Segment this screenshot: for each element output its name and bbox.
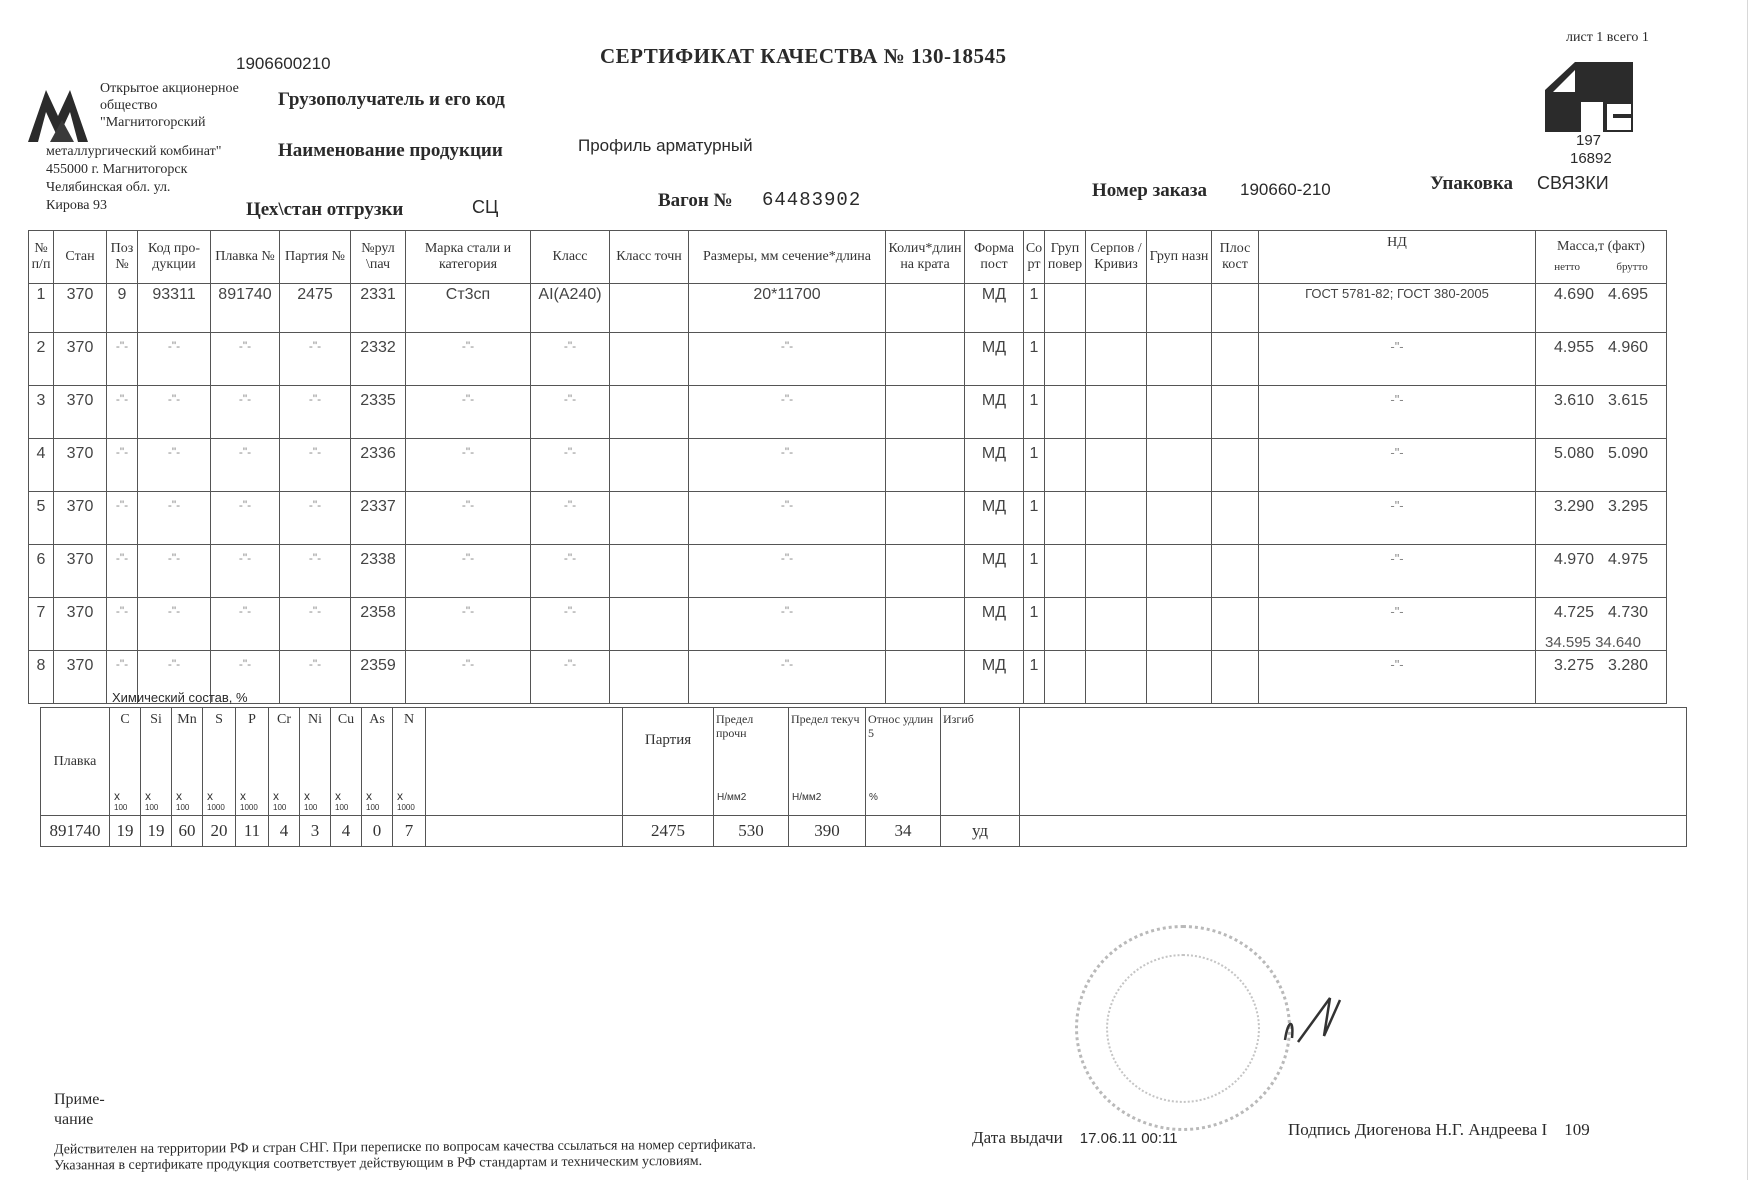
shop-value: СЦ (472, 197, 499, 217)
mass-header: Масса,т (факт) (1557, 239, 1645, 254)
cell-dimensions: -"- (689, 439, 886, 492)
cell-steel-grade: -"- (406, 386, 531, 439)
element-value-as: 0 (362, 816, 393, 847)
cell-flatness (1212, 492, 1259, 545)
cell-pos: 9 (107, 284, 138, 333)
cell-steel-grade: -"- (406, 333, 531, 386)
cell-supply-form: МД (965, 598, 1024, 651)
col-element-s: S x 1000 (203, 708, 236, 816)
mass-net: 3.275 (1553, 657, 1594, 674)
cell-mill: 370 (54, 284, 107, 333)
cell-qty-length (886, 651, 965, 704)
official-stamp (1075, 925, 1291, 1131)
table-row (29, 333, 1667, 386)
table-row (29, 492, 1667, 545)
col-element-p: P x 1000 (236, 708, 269, 816)
cell-supply-form: МД (965, 492, 1024, 545)
cell-mill: 370 (54, 651, 107, 704)
cell-heat: -"- (211, 545, 280, 598)
cell-purpose-group (1147, 545, 1212, 598)
table-row (29, 386, 1667, 439)
cell-purpose-group (1147, 439, 1212, 492)
cell-product-code: 93311 (138, 284, 211, 333)
cell-supply-form: МД (965, 651, 1024, 704)
cell-accuracy-class (610, 545, 689, 598)
total-gross: 34.640 (1595, 634, 1641, 651)
col-bend: Изгиб (941, 708, 1020, 816)
element-value-mn: 60 (172, 816, 203, 847)
cell-flatness (1212, 545, 1259, 598)
col-surface-group: Груп повер (1045, 231, 1086, 284)
cell-sickle (1086, 598, 1147, 651)
col-element-as: As x 100 (362, 708, 393, 816)
cell-surface-group (1045, 333, 1086, 386)
mech-yield-value: 390 (789, 816, 866, 847)
cell-qty-length (886, 598, 965, 651)
cell-dimensions: 20*11700 (689, 284, 886, 333)
cell-purpose-group (1147, 386, 1212, 439)
product-name-value: Профиль арматурный (578, 136, 753, 155)
cell-num: 3 (29, 386, 54, 439)
mc-house-logo-icon (1545, 62, 1633, 132)
cell-coil: 2359 (351, 651, 406, 704)
cell-qty-length (886, 439, 965, 492)
cell-sickle (1086, 651, 1147, 704)
col-element-ni: Ni x 100 (300, 708, 331, 816)
chem-spacer (426, 708, 623, 816)
col-purpose-group: Груп назн (1147, 231, 1212, 284)
chem-caption: Химический состав, % (112, 690, 248, 705)
cell-num: 7 (29, 598, 54, 651)
cell-sickle (1086, 386, 1147, 439)
mass-gross: 5.090 (1608, 445, 1649, 462)
cell-mass (1536, 439, 1667, 492)
cell-mill: 370 (54, 545, 107, 598)
table-row (29, 284, 1667, 333)
cell-coil: 2335 (351, 386, 406, 439)
col-element-mn: Mn x 100 (172, 708, 203, 816)
cell-purpose-group (1147, 598, 1212, 651)
cell-class: -"- (531, 598, 610, 651)
chem-heat-value: 891740 (41, 816, 110, 847)
cell-batch: -"- (280, 545, 351, 598)
cell-surface-group (1045, 284, 1086, 333)
table-row (29, 545, 1667, 598)
col-pos: Поз № (107, 231, 138, 284)
cell-dimensions: -"- (689, 492, 886, 545)
cell-accuracy-class (610, 492, 689, 545)
cell-batch: -"- (280, 492, 351, 545)
cell-class: -"- (531, 439, 610, 492)
cell-mill: 370 (54, 333, 107, 386)
cell-sort: 1 (1024, 284, 1045, 333)
cell-sickle (1086, 284, 1147, 333)
cell-batch: 2475 (280, 284, 351, 333)
cell-mass (1536, 284, 1667, 333)
mass-net: 4.970 (1553, 551, 1594, 568)
cell-pos: -"- (107, 333, 138, 386)
cell-mass (1536, 545, 1667, 598)
cell-qty-length (886, 492, 965, 545)
packing-label: Упаковка (1430, 173, 1513, 194)
cell-qty-length (886, 333, 965, 386)
cell-purpose-group (1147, 492, 1212, 545)
element-value-ni: 3 (300, 816, 331, 847)
cell-product-code: -"- (138, 386, 211, 439)
cell-steel-grade: Ст3сп (406, 284, 531, 333)
cell-num: 1 (29, 284, 54, 333)
cell-supply-form: МД (965, 284, 1024, 333)
cell-mill: 370 (54, 492, 107, 545)
cell-steel-grade: -"- (406, 545, 531, 598)
cell-class: -"- (531, 651, 610, 704)
col-class: Класс (531, 231, 610, 284)
table-header-row (29, 231, 1667, 284)
mass-gross: 3.615 (1608, 392, 1649, 409)
cell-nd: -"- (1259, 333, 1536, 386)
cell-sickle (1086, 333, 1147, 386)
col-tensile-strength: Предел прочн Н/мм2 (714, 708, 789, 816)
mass-gross-header: брутто (1616, 261, 1648, 273)
mass-gross: 3.295 (1608, 498, 1649, 515)
cell-class: AI(A240) (531, 284, 610, 333)
cell-nd: -"- (1259, 598, 1536, 651)
col-mass (1536, 231, 1667, 284)
cell-heat: -"- (211, 651, 280, 704)
col-flatness: Плос кост (1212, 231, 1259, 284)
col-accuracy-class: Класс точн (610, 231, 689, 284)
chem-value-row (41, 816, 1687, 847)
cell-dimensions: -"- (689, 386, 886, 439)
cell-coil: 2331 (351, 284, 406, 333)
cell-purpose-group (1147, 333, 1212, 386)
cell-sort: 1 (1024, 598, 1045, 651)
cell-surface-group (1045, 545, 1086, 598)
cell-class: -"- (531, 545, 610, 598)
validity-note: Действителен на территории РФ и стран СНГ. При переписке по вопросам качества ссылаться на номер сертификата. Указанная в сертификате продукция соответствует действующим в РФ стандартам и техническим условиям. (53, 1137, 756, 1174)
cell-qty-length (886, 284, 965, 333)
cell-sort: 1 (1024, 545, 1045, 598)
col-dimensions: Размеры, мм сечение*длина (689, 231, 886, 284)
mass-net: 4.690 (1553, 286, 1594, 303)
cell-product-code: -"- (138, 651, 211, 704)
cell-sort: 1 (1024, 492, 1045, 545)
col-heat-chem: Плавка (41, 708, 110, 816)
cell-batch: -"- (280, 651, 351, 704)
cell-heat: -"- (211, 439, 280, 492)
col-steel-grade: Марка стали и категория (406, 231, 531, 284)
cell-pos: -"- (107, 492, 138, 545)
cell-nd: ГОСТ 5781-82; ГОСТ 380-2005 (1259, 284, 1536, 333)
cell-qty-length (886, 386, 965, 439)
mass-net: 4.725 (1553, 604, 1594, 621)
logo-code-1: 197 (1576, 132, 1602, 149)
cell-supply-form: МД (965, 333, 1024, 386)
signature-mark-icon (1280, 990, 1360, 1050)
cell-flatness (1212, 333, 1259, 386)
cell-surface-group (1045, 386, 1086, 439)
wagon-value: 64483902 (762, 189, 862, 211)
note-label: Приме- чание (54, 1091, 105, 1128)
signature-line: Подпись Диогенова Н.Г. Андреева I 109 (1288, 1120, 1590, 1139)
cell-accuracy-class (610, 651, 689, 704)
cell-nd: -"- (1259, 492, 1536, 545)
cell-sickle (1086, 492, 1147, 545)
cell-coil: 2337 (351, 492, 406, 545)
shipment-table (28, 230, 1667, 704)
chem-empty-cell (1020, 816, 1687, 847)
element-value-cr: 4 (269, 816, 300, 847)
cell-heat: 891740 (211, 284, 280, 333)
cell-steel-grade: -"- (406, 439, 531, 492)
cell-dimensions: -"- (689, 545, 886, 598)
element-value-cu: 4 (331, 816, 362, 847)
cell-flatness (1212, 386, 1259, 439)
element-value-si: 19 (141, 816, 172, 847)
cell-sickle (1086, 439, 1147, 492)
col-element-cu: Cu x 100 (331, 708, 362, 816)
company-address-continued: металлургический комбинат" 455000 г. Магнитогорск Челябинская обл. ул. Кирова 93 (46, 144, 222, 213)
col-heat: Плавка № (211, 231, 280, 284)
cell-product-code: -"- (138, 545, 211, 598)
mass-gross: 4.975 (1608, 551, 1649, 568)
table-row (29, 439, 1667, 492)
element-value-c: 19 (110, 816, 141, 847)
cell-coil: 2332 (351, 333, 406, 386)
cell-flatness (1212, 284, 1259, 333)
cell-surface-group (1045, 651, 1086, 704)
cell-qty-length (886, 545, 965, 598)
cell-flatness (1212, 651, 1259, 704)
col-nd: НД (1259, 231, 1536, 284)
mass-net: 5.080 (1553, 445, 1594, 462)
document-code: 1906600210 (236, 54, 331, 73)
col-num: № п/п (29, 231, 54, 284)
cell-sort: 1 (1024, 651, 1045, 704)
cell-product-code: -"- (138, 492, 211, 545)
cell-num: 8 (29, 651, 54, 704)
cell-num: 2 (29, 333, 54, 386)
col-yield-strength: Предел текуч Н/мм2 (789, 708, 866, 816)
cell-dimensions: -"- (689, 333, 886, 386)
cell-mass (1536, 651, 1667, 704)
cell-product-code: -"- (138, 598, 211, 651)
mass-net: 3.610 (1553, 392, 1594, 409)
cell-nd: -"- (1259, 651, 1536, 704)
mass-total (1545, 634, 1641, 651)
sheet-count: лист 1 всего 1 (1566, 30, 1649, 45)
cell-heat: -"- (211, 598, 280, 651)
col-qty-length: Колич*длин на крата (886, 231, 965, 284)
mmk-logo-icon (28, 82, 98, 142)
cell-sort: 1 (1024, 386, 1045, 439)
shop-label: Цех\стан отгрузки (246, 199, 404, 220)
cell-pos: -"- (107, 545, 138, 598)
cell-purpose-group (1147, 651, 1212, 704)
cell-supply-form: МД (965, 439, 1024, 492)
cell-num: 5 (29, 492, 54, 545)
cell-accuracy-class (610, 439, 689, 492)
cell-dimensions: -"- (689, 651, 886, 704)
product-name-label: Наименование продукции (278, 140, 503, 161)
cell-accuracy-class (610, 386, 689, 439)
mass-gross: 4.695 (1608, 286, 1649, 303)
element-value-s: 20 (203, 816, 236, 847)
col-elongation: Относ удлин 5 % (866, 708, 941, 816)
cell-accuracy-class (610, 333, 689, 386)
chem-header-row (41, 708, 1687, 816)
cell-mill: 370 (54, 598, 107, 651)
cell-purpose-group (1147, 284, 1212, 333)
mass-net-header: нетто (1554, 261, 1580, 273)
certificate-title: СЕРТИФИКАТ КАЧЕСТВА № 130-18545 (600, 44, 1007, 68)
cell-mill: 370 (54, 386, 107, 439)
mass-net: 4.955 (1553, 339, 1594, 356)
mech-bend-value: уд (941, 816, 1020, 847)
cell-sort: 1 (1024, 333, 1045, 386)
col-element-cr: Cr x 100 (269, 708, 300, 816)
cell-class: -"- (531, 386, 610, 439)
col-element-c: C x 100 (110, 708, 141, 816)
mass-net: 3.290 (1553, 498, 1594, 515)
chemistry-mechanics-table (40, 707, 1687, 847)
cell-coil: 2358 (351, 598, 406, 651)
mech-elongation-value: 34 (866, 816, 941, 847)
cell-product-code: -"- (138, 439, 211, 492)
cell-steel-grade: -"- (406, 492, 531, 545)
mass-gross: 4.730 (1608, 604, 1649, 621)
cell-flatness (1212, 598, 1259, 651)
cell-heat: -"- (211, 333, 280, 386)
consignee-label: Грузополучатель и его код (278, 89, 505, 110)
cell-batch: -"- (280, 598, 351, 651)
cell-supply-form: МД (965, 386, 1024, 439)
logo-code-2: 16892 (1570, 150, 1612, 167)
cell-coil: 2336 (351, 439, 406, 492)
cell-batch: -"- (280, 333, 351, 386)
cell-pos: -"- (107, 439, 138, 492)
col-sickle: Серпов /Кривиз (1086, 231, 1147, 284)
cell-mass (1536, 492, 1667, 545)
cell-steel-grade: -"- (406, 598, 531, 651)
total-net: 34.595 (1545, 634, 1591, 651)
cell-pos: -"- (107, 651, 138, 704)
mass-gross: 4.960 (1608, 339, 1649, 356)
cell-nd: -"- (1259, 439, 1536, 492)
mech-strength-value: 530 (714, 816, 789, 847)
col-sort: Со рт (1024, 231, 1045, 284)
wagon-label: Вагон № (658, 190, 733, 211)
col-element-si: Si x 100 (141, 708, 172, 816)
cell-accuracy-class (610, 284, 689, 333)
company-address: Открытое акционерное общество "Магнитогорский (100, 81, 239, 130)
cell-coil: 2338 (351, 545, 406, 598)
col-coil: №рул \пач (351, 231, 406, 284)
order-value: 190660-210 (1240, 180, 1331, 199)
packing-value: СВЯЗКИ (1537, 173, 1609, 193)
chem-spacer-cell (426, 816, 623, 847)
cell-nd: -"- (1259, 386, 1536, 439)
cell-surface-group (1045, 439, 1086, 492)
cell-sort: 1 (1024, 439, 1045, 492)
col-batch: Партия № (280, 231, 351, 284)
cell-batch: -"- (280, 439, 351, 492)
cell-mass (1536, 386, 1667, 439)
col-supply-form: Форма пост (965, 231, 1024, 284)
col-product-code: Код про-дукции (138, 231, 211, 284)
cell-num: 6 (29, 545, 54, 598)
cell-product-code: -"- (138, 333, 211, 386)
cell-surface-group (1045, 598, 1086, 651)
cell-surface-group (1045, 492, 1086, 545)
cell-mill: 370 (54, 439, 107, 492)
cell-nd: -"- (1259, 545, 1536, 598)
cell-accuracy-class (610, 598, 689, 651)
cell-batch: -"- (280, 386, 351, 439)
cell-flatness (1212, 439, 1259, 492)
cell-heat: -"- (211, 492, 280, 545)
table-row (29, 598, 1667, 651)
cell-pos: -"- (107, 386, 138, 439)
table-row (29, 651, 1667, 704)
cell-steel-grade: -"- (406, 651, 531, 704)
issue-date: Дата выдачи 17.06.11 00:11 (972, 1128, 1178, 1147)
scan-edge (1747, 0, 1754, 1180)
mech-batch-value: 2475 (623, 816, 714, 847)
cell-sickle (1086, 545, 1147, 598)
cell-class: -"- (531, 333, 610, 386)
col-element-n: N x 1000 (393, 708, 426, 816)
element-value-n: 7 (393, 816, 426, 847)
mass-gross: 3.280 (1608, 657, 1649, 674)
cell-supply-form: МД (965, 545, 1024, 598)
order-label: Номер заказа (1092, 180, 1208, 201)
chem-empty-area (1020, 708, 1687, 816)
cell-dimensions: -"- (689, 598, 886, 651)
element-value-p: 11 (236, 816, 269, 847)
cell-pos: -"- (107, 598, 138, 651)
col-mill: Стан (54, 231, 107, 284)
cell-num: 4 (29, 439, 54, 492)
cell-class: -"- (531, 492, 610, 545)
col-batch-mech: Партия (623, 708, 714, 816)
cell-mass (1536, 333, 1667, 386)
cell-heat: -"- (211, 386, 280, 439)
